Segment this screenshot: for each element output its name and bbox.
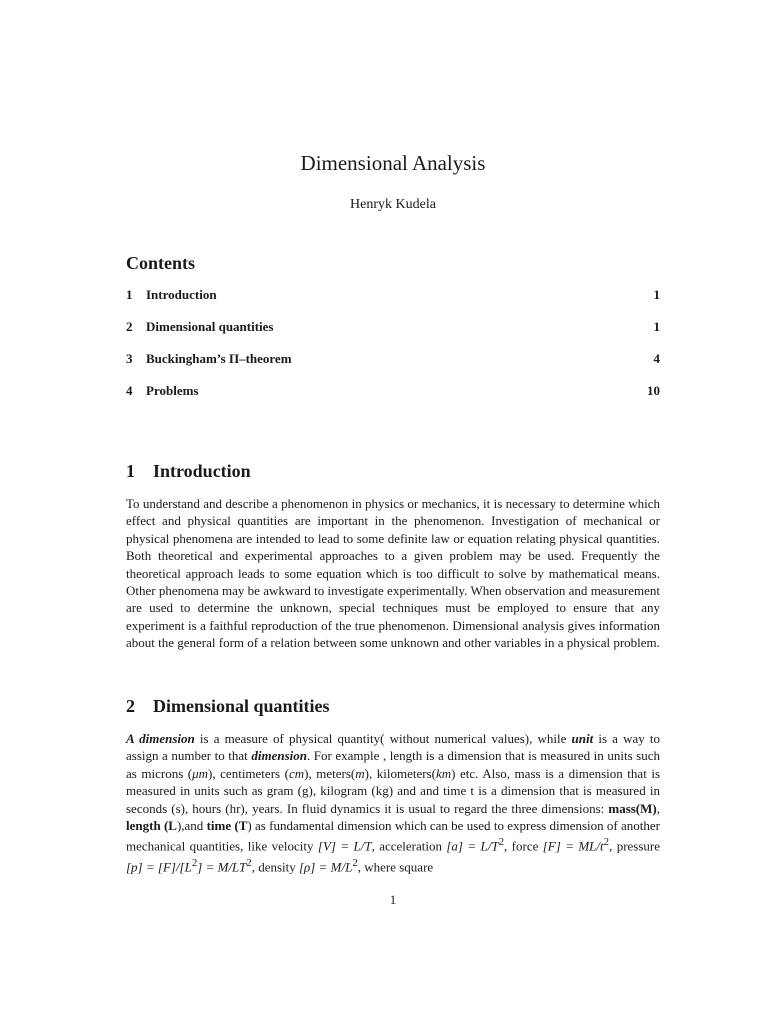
superscript: 2 xyxy=(246,857,252,870)
section-number: 2 xyxy=(126,696,135,716)
table-of-contents xyxy=(126,286,660,414)
term-dimension: A dimension xyxy=(126,731,195,746)
math-unit: km xyxy=(435,765,452,781)
toc-item-number: 1 xyxy=(126,287,133,302)
toc-item-number: 3 xyxy=(126,351,133,366)
math-expression: [a] = L/T xyxy=(446,838,499,854)
dimensional-quantities-paragraph xyxy=(126,730,660,876)
term-dimension: dimension xyxy=(251,748,307,764)
body-text: , where square xyxy=(357,859,434,875)
toc-item-page: 1 xyxy=(653,319,660,334)
superscript: 2 xyxy=(603,836,610,849)
toc-item-label: Dimensional quantities xyxy=(146,319,274,334)
section-title: Introduction xyxy=(153,461,251,481)
toc-item-page: 10 xyxy=(647,383,660,398)
body-text: , xyxy=(656,800,660,816)
math-expression: [ρ] = M/L xyxy=(299,859,353,875)
body-text: , force xyxy=(504,838,543,854)
toc-item-buckingham-theorem[interactable] xyxy=(126,350,660,382)
section-heading-dimensional-quantities xyxy=(126,695,330,717)
toc-item-label: Problems xyxy=(146,383,199,398)
toc-item-introduction[interactable] xyxy=(126,286,660,318)
toc-item-dimensional-quantities[interactable] xyxy=(126,318,660,350)
body-text: ), kilometers( xyxy=(364,765,436,781)
toc-item-page: 1 xyxy=(653,287,660,302)
contents-heading: Contents xyxy=(126,253,196,273)
term-unit: unit xyxy=(571,731,594,746)
math-expression: ] = M/LT xyxy=(197,859,247,875)
toc-item-label: Buckingham’s Π–theorem xyxy=(146,351,292,366)
page-number: 1 xyxy=(389,892,397,907)
introduction-paragraph: To understand and describe a phenomenon in physics or mechanics, it is necessary to determine which effect and physical quantities are important in the phenomenon. Investigation of mechanical or physical phenomena are intended to lead to some definite law or equation relating physical quantities. Both theoretical and experimental approaches to a given problem may be used. Frequently the theoretical approach leads to some equation which is too difficult to solve by mathematical means. Other phenomena may be awkward to investigate experimentally. When observation and measurement are used to determine the unknown, special techniques must be employed to ensure that any experiment is a faithful reproduction of the true phenomenon. Dimensional analysis gives information about the general form of a relation between some unknown and other variables in a physical problem. xyxy=(126,496,660,651)
body-text: is a measure of physical quantity( without numerical values), while xyxy=(194,731,572,746)
section-number: 1 xyxy=(126,461,135,481)
body-text: ), meters( xyxy=(304,765,356,781)
body-text: ) etc. Also, mass is a dimension that is measured in units such as gram (g), kilogram (kg) and and time t is a dimension that is measured in seconds (s), hours (hr), years. In fluid dynamics it is usual to regard the three dimensions: xyxy=(126,765,661,816)
toc-item-page: 4 xyxy=(653,351,660,366)
toc-item-number: 4 xyxy=(126,383,133,398)
toc-item-problems[interactable] xyxy=(126,382,660,414)
math-expression: [V] = L/T xyxy=(317,838,372,854)
math-expression: [F] = ML/t xyxy=(542,838,604,854)
bold-term: time (T xyxy=(206,818,248,834)
math-expression: [p] = [F]/[L xyxy=(126,859,192,875)
bold-term: mass(M) xyxy=(608,800,657,816)
body-text: ) as fundamental dimension which can be used to express dimension of another mechanical quantities, like velocity xyxy=(126,818,661,854)
body-text: . For example , length is a dimension that is measured in units such as microns ( xyxy=(126,748,661,781)
math-unit: cm xyxy=(288,765,305,781)
toc-item-number: 2 xyxy=(126,319,133,334)
body-text: , acceleration xyxy=(371,838,447,854)
body-text: ), centimeters ( xyxy=(208,765,289,781)
superscript: 2 xyxy=(498,836,505,849)
superscript: 2 xyxy=(352,857,358,870)
paper-title: Dimensional Analysis xyxy=(300,151,486,175)
body-text: , density xyxy=(251,859,299,875)
body-text: ),and xyxy=(176,818,207,834)
section-heading-introduction xyxy=(126,460,251,482)
superscript: 2 xyxy=(191,857,198,870)
bold-term: length (L xyxy=(126,818,177,834)
math-unit: m xyxy=(355,765,365,781)
body-text: is a way to assign a number to that xyxy=(126,731,661,764)
toc-item-label: Introduction xyxy=(146,287,217,302)
body-text: , pressure xyxy=(609,838,661,854)
author-name: Henryk Kudela xyxy=(350,197,436,212)
math-unit: μm xyxy=(192,765,209,781)
section-title: Dimensional quantities xyxy=(153,696,330,716)
paper-page xyxy=(126,0,660,1024)
